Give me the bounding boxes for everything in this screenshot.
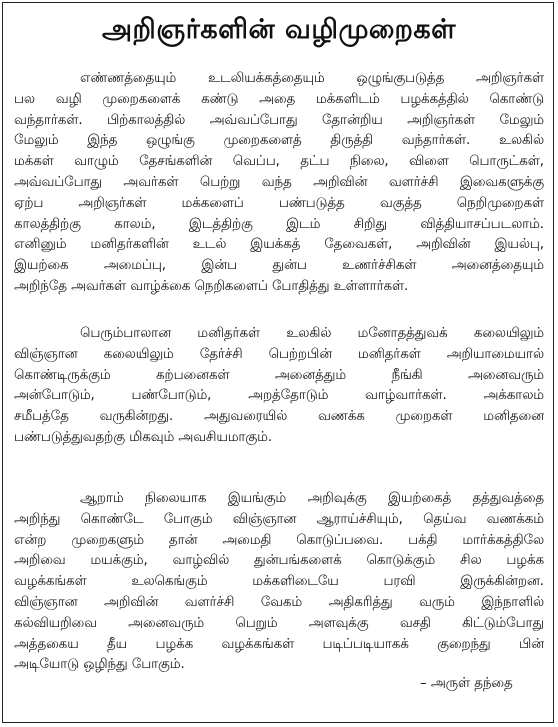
paragraph-2 [14,324,544,449]
paragraph-line: மேலும் இந்த ஒழுங்கு முறைகளைத் திருத்தி வந்தார்கள். உலகில் [14,133,544,149]
paragraph-line: அறிந்தே அவர்கள் வாழ்க்கை நெறிகளைப் போதித்து உள்ளார்கள். [14,278,409,294]
paragraph-line: அடியோடு ஒழிந்து போகும். [14,657,185,673]
paragraph-line: அறிந்து கொண்டே போகும் விஞ்ஞான ஆராய்ச்சியும், தெய்வ வணக்கம் [14,511,544,527]
paragraph-line: எனினும் மனிதர்களின் உடல் இயக்கத் தேவைகள், அறிவின் இயல்பு, [14,237,544,253]
page-title: அறிஞர்களின் வழிமுறைகள் [101,14,456,45]
paragraph-line: வந்தார்கள். பிற்காலத்தில் அவ்வப்போது தோன்றிய அறிஞர்கள் மேலும் [14,112,544,128]
author-signature: – அருள் தந்தை [420,676,513,691]
paragraph-line: கல்வியறிவை அனைவரும் பெறும் அளவுக்கு வசதி கிட்டும்போது [14,615,544,631]
paragraph-line: சமீபத்தே வருகின்றது. அதுவரையில் வணக்க முறைகள் மனிதனை [14,409,544,425]
paragraph-line: பல வழி முறைகளைக் கண்டு அதை மக்களிடம் பழக்கத்தில் கொண்டு [14,91,544,107]
paragraph-line: விஞ்ஞான அறிவின் வளர்ச்சி வேகம் அதிகரித்து வரும் இந்நாளில் [14,594,544,610]
paragraph-line: ஆறாம் நிலையாக இயங்கும் அறிவுக்கு இயற்கைத் தத்துவத்தை [80,491,544,506]
paragraph-line: பெரும்பாலான மனிதர்கள் உலகில் மனோதத்துவக் கலையிலும் [80,326,544,341]
paragraph-line: மக்கள் வாழும் தேசங்களின் வெப்ப, தட்ப நிலை, விளை பொருட்கள், [14,154,544,170]
paragraph-line: விஞ்ஞான கலையிலும் தேர்ச்சி பெற்றபின் மனிதர்கள் அறியாமையால் [14,346,544,362]
paragraph-line: காலத்திற்கு காலம், இடத்திற்கு இடம் சிறிது வித்தியாசப்படலாம். [14,216,544,232]
paragraph-3 [14,489,544,676]
paragraph-line: அத்தகைய தீய பழக்க வழக்கங்கள் படிப்படியாகக் குறைந்து பின் [14,636,544,652]
paragraph-line: எண்ணத்தையும் உடலியக்கத்தையும் ஒழுங்குபடுத்த அறிஞர்கள் [80,71,544,86]
paragraph-line: கொண்டிருக்கும் கற்பனைகள் அனைத்தும் நீங்கி அனைவரும் [14,367,544,383]
paragraph-line: அன்போடும், பண்போடும், அறத்தோடும் வாழ்வார்கள். அக்காலம் [14,388,544,404]
paragraph-line: அவ்வப்போது அவர்கள் பெற்று வந்த அறிவின் வளர்ச்சி இவைகளுக்கு [14,174,544,190]
paragraph-line: பண்படுத்துவதற்கு மிகவும் அவசியமாகும். [14,429,273,445]
paragraph-line: இயற்கை அமைப்பு, இன்ப துன்ப உணர்ச்சிகள் அனைத்தையும் [14,258,544,274]
paragraph-line: ஏற்ப அறிஞர்கள் மக்களைப் பண்படுத்த வகுத்த நெறிமுறைகள் [14,195,544,211]
paragraph-1 [14,69,544,298]
paragraph-line: என்ற முறைகளும் தான் அமைதி கொடுப்பவை. பக்தி மார்க்கத்திலே [14,532,544,548]
paragraph-line: அறிவை மயக்கும், வாழ்வில் துன்பங்களைக் கொடுக்கும் சில பழக்க [14,553,544,569]
paragraph-line: வழக்கங்கள் உலகெங்கும் மக்களிடையே பரவி இருக்கின்றன. [14,574,544,590]
